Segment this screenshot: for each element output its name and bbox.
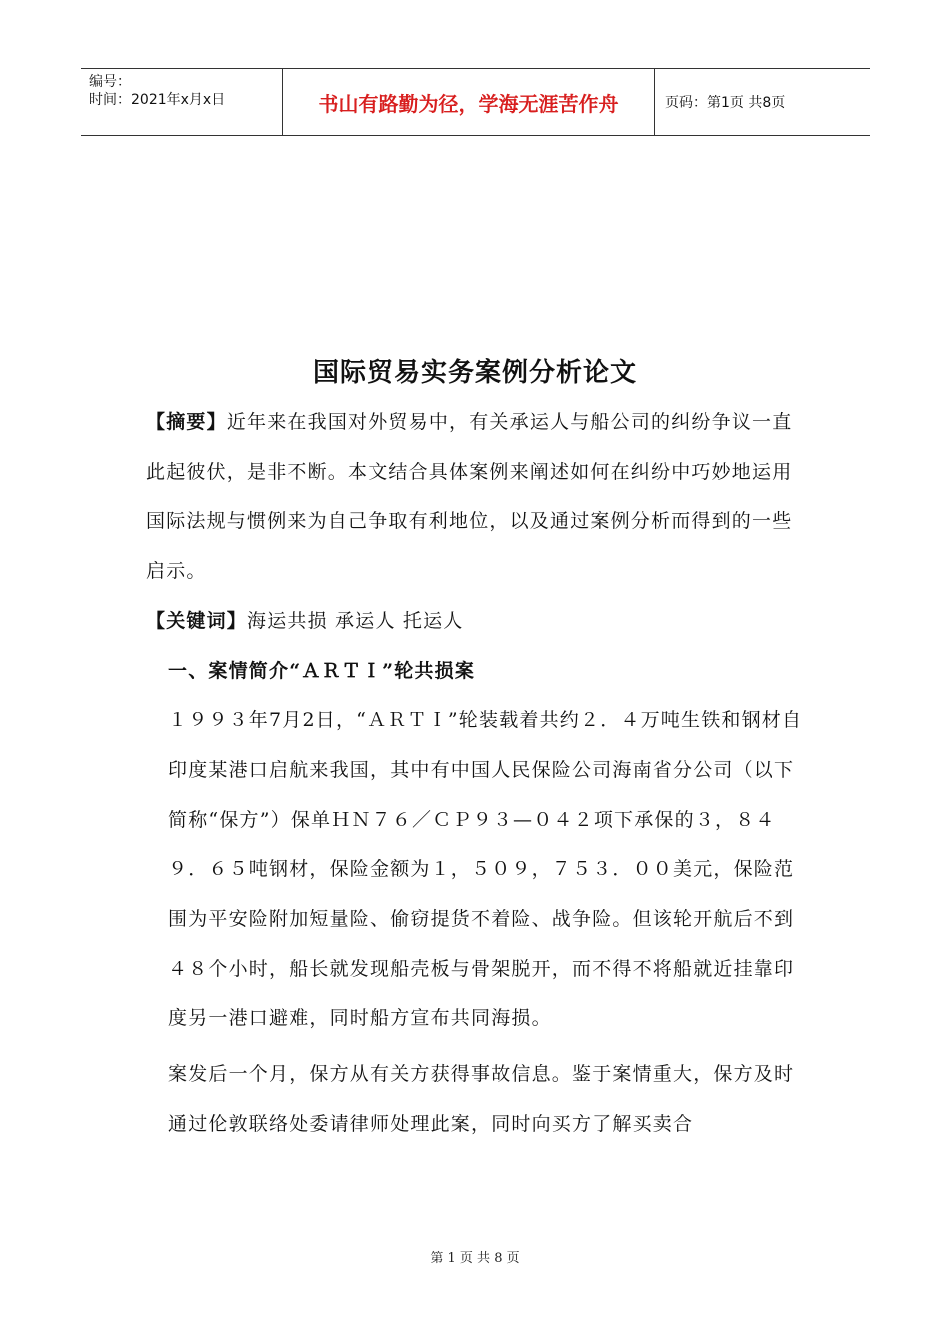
section-heading: 一、案情简介“ＡＲＴＩ”轮共损案 [168, 659, 476, 682]
document-number-label: 编号： [89, 74, 131, 90]
keywords-label: 【关键词】 [146, 609, 248, 632]
header-page-cell [655, 69, 870, 135]
keywords-paragraph [146, 597, 806, 647]
header-table [81, 68, 870, 136]
abstract-label: 【摘要】 [146, 411, 227, 433]
header-motto-cell [283, 69, 655, 135]
header-page-info: 页码：第1页 共8页 [665, 95, 786, 111]
header-motto: 书山有路勤为径，学海无涯苦作舟 [318, 91, 619, 116]
header-meta-cell [81, 69, 283, 135]
keywords-text: 海运共损 承运人 托运人 [247, 609, 464, 632]
case-paragraph-1: １９９３年7月2日，“ＡＲＴＩ”轮装载着共约２．４万吨生铁和钢材自印度某港口启航来我国，其中有中国人民保险公司海南省分公司（以下简称“保方”）保单ＨＮ７６／ＣＰ９３—０４２项下承保的３，８４９．６５吨钢材，保险金额为１，５０９，７５３．００美元，保险范围为平安险附加短量险、偷窃提货不着险、战争险。但该轮开航后不到４８个小时，船长就发现船壳板与骨架脱开，而不得不将船就近挂靠印度另一港口避难，同时船方宣布共同海损。 [168, 709, 803, 1030]
document-body [146, 398, 806, 1150]
document-title: 国际贸易实务案例分析论文 [312, 358, 637, 388]
case-paragraph-2: 案发后一个月，保方从有关方获得事故信息。鉴于案情重大，保方及时通过伦敦联络处委请律师处理此案，同时向买方了解买卖合 [168, 1063, 795, 1135]
abstract-paragraph [146, 398, 806, 597]
abstract-text: 近年来在我国对外贸易中，有关承运人与船公司的纠纷争议一直此起彼伏，是非不断。本文结合具体案例来阐述如何在纠纷中巧妙地运用国际法规与惯例来为自己争取有利地位，以及通过案例分析而得到的一些启示。 [146, 411, 793, 583]
document-date: 时间：2021年x月x日 [89, 92, 226, 108]
page-footer: 第 1 页 共 8 页 [430, 1251, 520, 1266]
